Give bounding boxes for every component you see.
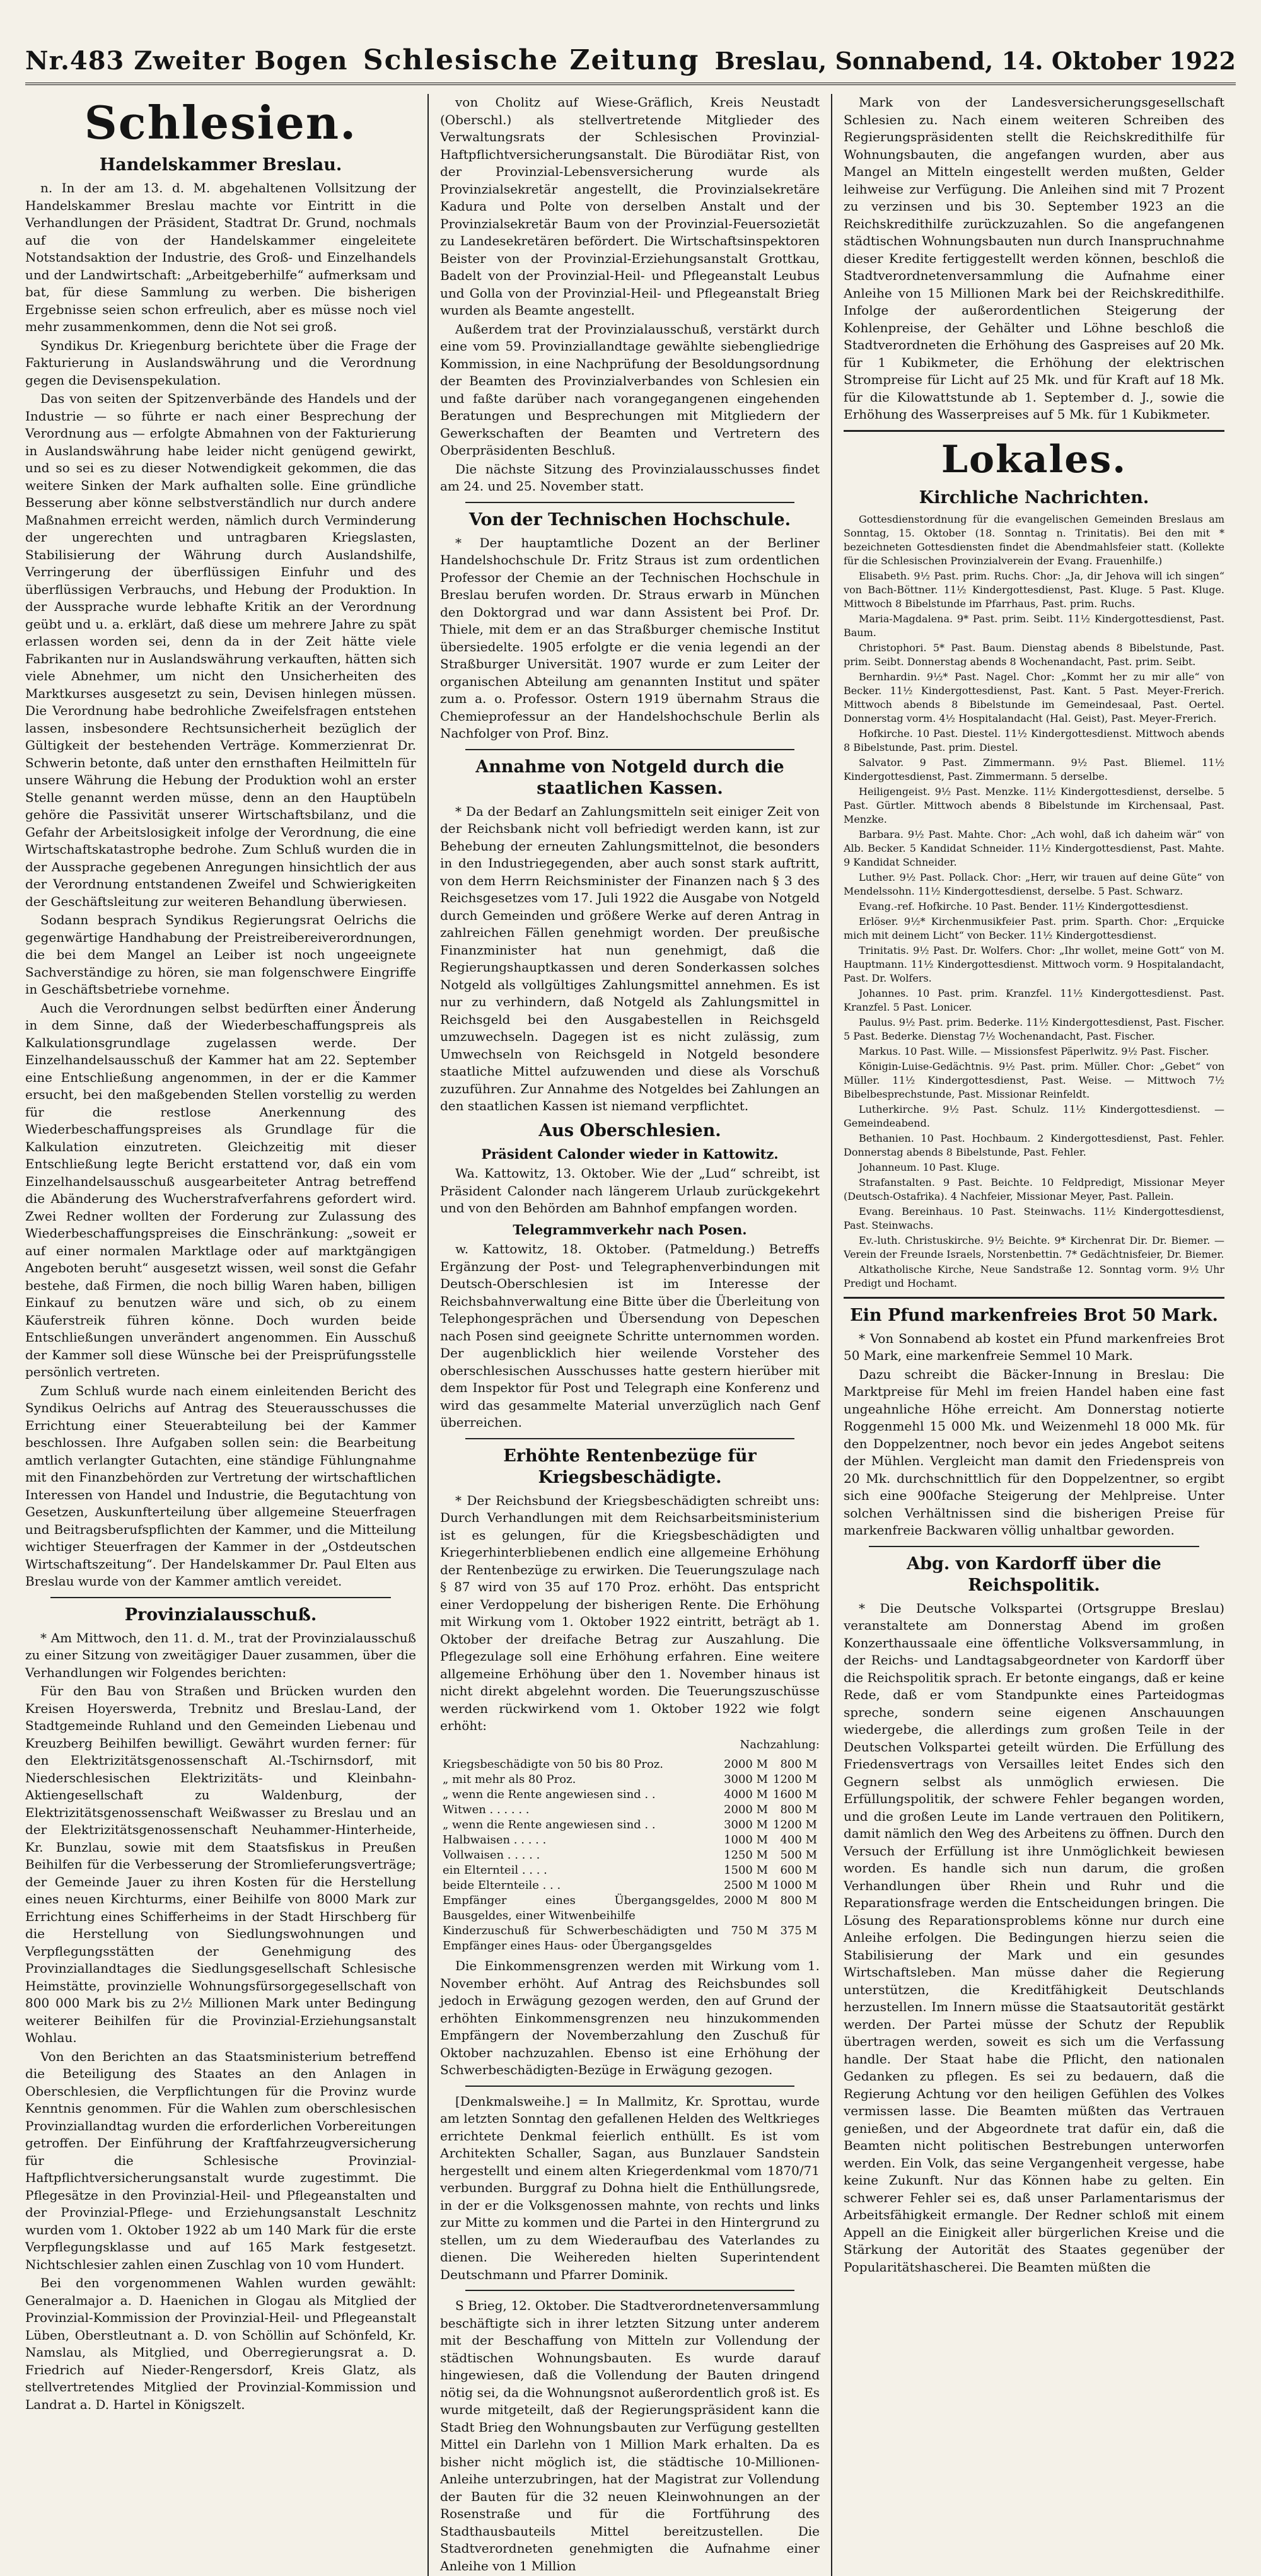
table-cell-amount: 1000 M	[773, 1879, 817, 1892]
heading-technische-hochschule: Von der Technischen Hochschule.	[468, 509, 791, 530]
kirche-entry: Hofkirche. 10 Past. Diestel. 11½ Kindergottesdienst. Mittwoch abends 8 Bibelstunde, Past. prim. Diestel.	[844, 727, 1224, 753]
kirche-entry: Königin-Luise-Gedächtnis. 9½ Past. prim. Müller. Chor: „Gebet“ von Müller. 11½ Kindergottesdienst, Past. Weise. — Mittwoch 7½ Bibelbesprechstunde, Past. Missionar Reinfeldt.	[844, 1060, 1224, 1100]
table-row	[440, 1893, 820, 1923]
table-cell-label: Halbwaisen . . . . .	[443, 1833, 547, 1847]
table-cell-amount: 375 M	[780, 1924, 817, 1937]
subheading-telegramm: Telegrammverkehr nach Posen.	[513, 1221, 747, 1238]
kirche-entry: Maria-Magdalena. 9* Past. prim. Seibt. 11½ Kindergottesdienst, Past. Baum.	[844, 612, 1224, 639]
divider	[465, 2290, 794, 2291]
table-cell-amount: 3000 M	[724, 1818, 769, 1831]
kirche-entry: Elisabeth. 9½ Past. prim. Ruchs. Chor: „Ja, dir Jehova will ich singen“ von Bach-Böttner. 11½ Kindergottesdienst, Past. Kluge. 5 Past. Kluge. Mittwoch 8 Bibelstunde im Pfarrhaus, Past. prim. Ruchs.	[844, 569, 1224, 610]
article-paragraph: Von den Berichten an das Staatsministerium betreffend die Beteiligung des Staates an den Anlagen in Oberschlesien, die Verpflichtungen für die Provinz wurde Kenntnis genommen. Für die Wahlen zum oberschlesischen Provinziallandtag wurden die erforderlichen Vorbereitungen getroffen. Der Einführung der Kraftfahrzeugversicherung für die Schlesische Provinzial-Haftpflichtversicherungsanstalt wurde zugestimmt. Die Pflegesätze in den Provinzial-Heil- und Pflegeanstalten und der Provinzial-Pflege- und Erziehungsanstalt Leschnitz wurden vom 1. Oktober 1922 ab um 140 Mark für die erste Verpflegungsklasse und auf 165 Mark festgesetzt. Nichtschlesier zahlen einen Zuschlag von 10 vom Hundert.	[25, 2048, 416, 2272]
kirche-entry: Ev.-luth. Christuskirche. 9½ Beichte. 9* Kirchenrat Dir. Dr. Biemer. — Verein der Freunde Israels, Norstenbettin. 7* Gedächtnisfeier, Dr. Biemer.	[844, 1234, 1224, 1260]
table-cell-label: „ wenn die Rente angewiesen sind . .	[443, 1818, 656, 1831]
kirche-list	[844, 569, 1224, 1291]
article-paragraph: Syndikus Dr. Kriegenburg berichtete über die Frage der Fakturierung in Auslandswährung und die Verordnung gegen die Devisenspekulation.	[25, 337, 416, 388]
kirche-entry: Evang.-ref. Hofkirche. 10 Past. Bender. 11½ Kindergottesdienst.	[859, 900, 1188, 912]
columns	[25, 94, 1236, 2573]
kirche-entry: Heiligengeist. 9½ Past. Menzke. 11½ Kindergottesdienst, derselbe. 5 Past. Gürtler. Mittwoch abends 8 Bibelstunde im Kirchensaal, Past. Menzke.	[844, 785, 1224, 825]
table-cell-amount: 800 M	[780, 1803, 817, 1816]
kirche-entry: Barbara. 9½ Past. Mahte. Chor: „Ach wohl, daß ich daheim wär“ von Alb. Becker. 5 Kandidat Schneider. 11½ Kindergottesdienst, Past. Mahte. 9 Kandidat Schneider.	[844, 828, 1224, 868]
table-cell-amount: 1200 M	[773, 1818, 817, 1831]
article-paragraph: Zum Schluß wurde nach einem einleitenden Bericht des Syndikus Oelrichs auf Antrag des Steuerausschusses die Errichtung einer Steuerabteilung bei der Kammer beschlossen. Ihre Aufgaben sollen sein: die Bearbeitung amtlich verlangter Gutachten, eine ständige Fühlungnahme mit den Finanzbehörden zur Vertretung der wirtschaftlichen Interessen von Handel und Industrie, die Begutachtung von Gesetzen, Auskunfterteilung über allgemeine Steuerfragen und Beitragsberufspflichten der Kammer, und die Mitteilung wichtiger Steuerfragen der Kammer in der „Ostdeutschen Wirtschaftszeitung“. Der Handelskammer Dr. Paul Elten aus Breslau wurde von der Kammer amtlich vereidet.	[25, 1383, 416, 1589]
renten-table	[440, 1757, 820, 1954]
article-paragraph: n. In der am 13. d. M. abgehaltenen Vollsitzung der Handelskammer Breslau machte vor Eintritt in die Verhandlungen der Präsident, Stadtrat Dr. Grund, nochmals auf die von der Handelskammer eingeleitete Notstandsaktion der Industrie, des Groß- und Einzelhandels und der Landwirtschaft: „Arbeitgeberhilfe“ aufmerksam und bat, für diese Sammlung zu werben. Die bisherigen Ergebnisse seien schon erfreulich, aber es müsse noch viel mehr zusammenkommen, denn die Not sei groß.	[25, 180, 416, 334]
section-title-schlesien: Schlesien.	[84, 96, 357, 149]
table-cell-amount: 1250 M	[724, 1848, 769, 1862]
article-paragraph: * Von Sonnabend ab kostet ein Pfund markenfreies Brot 50 Mark, eine markenfreie Semmel 10 Mark.	[844, 1330, 1224, 1363]
heading-brot: Ein Pfund markenfreies Brot 50 Mark.	[850, 1305, 1218, 1325]
section-title-lokales: Lokales.	[941, 437, 1127, 482]
article-paragraph: [Denkmalsweihe.] = In Mallmitz, Kr. Sprottau, wurde am letzten Sonntag den gefallenen Helden des Weltkrieges errichtete Denkmal feierlich enthüllt. Es ist vom Architekten Schaller, Sagan, aus Bunzlauer Sandstein hergestellt und einem alten Kriegerdenkmal vom 1870/71 verbunden. Burggraf zu Dohna hielt die Enthüllungsrede, in der er die Volksgenossen mahnte, von rechts und links zur Mitte zu kommen und die Partei in den Hintergrund zu stellen, um zu dem Wiederaufbau des Vaterlandes zu dienen. Die Weihereden hielten Superintendent Deutschmann und Pfarrer Dominik.	[440, 2093, 820, 2282]
table-cell-amount: 1200 M	[773, 1773, 817, 1786]
kirche-entry: Evang. Bereinhaus. 10 Past. Steinwachs. 11½ Kindergottesdienst, Past. Steinwachs.	[844, 1205, 1224, 1231]
newspaper-title: Schlesische Zeitung	[363, 44, 700, 76]
table-cell-amount: 2500 M	[724, 1879, 769, 1892]
table-cell-amount: 400 M	[780, 1833, 817, 1847]
article-paragraph: Die nächste Sitzung des Provinzialausschusses findet am 24. und 25. November statt.	[440, 461, 820, 494]
table-row	[440, 1878, 820, 1893]
subheading-calonder: Präsident Calonder wieder in Kattowitz.	[481, 1146, 779, 1162]
table-row	[440, 1818, 820, 1833]
table-cell-amount: 600 M	[780, 1864, 817, 1877]
article-paragraph: von Cholitz auf Wiese-Gräflich, Kreis Neustadt (Oberschl.) als stellvertretende Mitglieder des Verwaltungsrats der Schlesischen Provinzial-Haftpflichtversicherungsanstalt. Die Bürodiätar Rist, von der Provinzial-Lebensversicherung wurde als Provinzialsekretär angestellt, die Provinzialsekretäre Kadura und Polte von derselben Anstalt und der Provinzialsekretär Baum von der Provinzial-Feuersozietät zu Landesekretären befördert. Die Wirtschaftsinspektoren Beister von der Provinzial-Erziehungsanstalt Grottkau, Badelt von der Provinzial-Heil- und Pflegeanstalt Leubus und Golla von der Provinzial-Heil- und Pflegeanstalt Brieg wurden als Beamte angestellt.	[440, 95, 820, 318]
divider	[869, 1546, 1199, 1547]
table-cell-amount: 3000 M	[724, 1773, 769, 1786]
article-paragraph: Außerdem trat der Provinzialausschuß, verstärkt durch eine vom 59. Provinziallandtage gewählte siebengliedrige Kommission, in eine Nachprüfung der Besoldungsordnung der Beamten des Provinzialverbandes von Schlesien ein und faßte darüber nach vorangegangenen eingehenden Beratungen und Besprechungen mit Mitgliedern der Gewerkschaften der Beamten und Vertretern des Oberpräsidenten Beschluß.	[440, 321, 820, 458]
table-cell-label: Witwen . . . . . .	[443, 1803, 530, 1816]
heading-rentenbezuege: Erhöhte Rentenbezüge für Kriegsbeschädigte.	[503, 1446, 757, 1487]
divider	[465, 502, 794, 503]
table-cell-amount: 1000 M	[724, 1833, 769, 1847]
divider	[844, 1297, 1224, 1299]
table-row	[440, 1757, 820, 1772]
article-paragraph: Bei den vorgenommenen Wahlen wurden gewählt: Generalmajor a. D. Haenichen in Glogau als Mitglied der Provinzial-Kommission der Provinzial-Heil- und Pflegeanstalt Lüben, Oberstleutnant a. D. von Schöllin auf Schönfeld, Kr. Namslau, als Mitglied, und Oberregierungsrat a. D. Friedrich auf Nieder-Rengersdorf, Kreis Glatz, als stellvertretendes Mitglied der Provinzial-Kommission und Landrat a. D. Hartel in Königszelt.	[25, 2275, 416, 2412]
kirche-entry: Johanneum. 10 Past. Kluge.	[859, 1161, 1000, 1173]
kirche-entry: Strafanstalten. 9 Past. Beichte. 10 Feldpredigt, Missionar Meyer (Deutsch-Ostafrika). 4 Nachfeier, Missionar Meyer, Past. Pallein.	[844, 1176, 1224, 1202]
table-cell-amount: 2000 M	[724, 1894, 769, 1907]
column-1	[25, 94, 429, 2576]
table-cell-amount: 1500 M	[724, 1864, 769, 1877]
article-paragraph: Das von seiten der Spitzenverbände des Handels und der Industrie — so führte er nach einer Besprechung der Verordnung aus — erfolgte Abmahnen von der Fakturierung in Auslandswährung habe leider nicht genügend gewirkt, und so sei es zu dieser Notwendigkeit gekommen, die das weitere Sinken der Mark aufhalten solle. Eine gründliche Besserung aber könne selbstverständlich nur durch andere Maßnahmen erreicht werden, nämlich durch Verminderung der ungerechten und untragbaren Kriegslasten, Stabilisierung der Währung durch Auslandshilfe, Verringerung der überflüssigen Einfuhr und des überflüssigen Verbrauchs, und Hebung der Produktion. In der Aussprache wurde lebhafte Kritik an der Verordnung geübt und u. a. erklärt, daß diese um mehrere Jahre zu spät erlassen worden sei, denn da in der Zeit hätte viele Fabrikanten nur in Auslandswährung verkauften, hätten sich viele Abnehmer, um nicht den Unsicherheiten des Marktkurses ausgesetzt zu sein, Devisen hinlegen müssen. Die Verordnung habe bedrohliche Zweifelsfragen entstehen lassen, insbesondere Rechtsunsicherheit bezüglich der Gültigkeit der bestehenden Verträge. Kommerzienrat Dr. Schwerin betonte, daß unter den ernsthaften Heilmitteln für unsere Währung die Hebung der Produktion wohl an erster Stelle genannt werden müsse, denn an den Hauptübeln gehöre die Passivität unserer Wirtschaftsbilanz, und die Gefahr der Arbeitslosigkeit infolge der Verordnung, die eine Wirtschaftskatastrophe bedrohe. Zum Schluß wurden die in der Aussprache gegebenen Anregungen hinsichtlich der aus der Verordnung entstandenen Zweifel und Schwierigkeiten der Geschäftsleitung zur weiteren Behandlung überwiesen.	[25, 391, 416, 909]
article-paragraph: Sodann besprach Syndikus Regierungsrat Oelrichs die gegenwärtige Handhabung der Preistreibereiverordnungen, die bei dem Mangel an Leiber ist noch ungeeignete Sachverständige zu hören, sie man folgenschwere Eingriffe in Geschäftsbetriebe vornehme.	[25, 912, 416, 997]
dateline: Breslau, Sonnabend, 14. Oktober 1922	[714, 47, 1236, 75]
table-cell-label: Vollwaisen . . . . .	[443, 1848, 540, 1862]
kirche-entry: Christophori. 5* Past. Baum. Dienstag abends 8 Bibelstunde, Past. prim. Seibt. Donnerstag abends 8 Wochenandacht, Past. prim. Seibt.	[844, 641, 1224, 668]
table-row	[440, 1923, 820, 1954]
kirche-entry: Johannes. 10 Past. prim. Kranzfel. 11½ Kindergottesdienst. Past. Kranzfel. 5 Past. Lonicer.	[844, 987, 1224, 1013]
table-cell-amount: 750 M	[731, 1924, 769, 1937]
article-paragraph: S Brieg, 12. Oktober. Die Stadtverordnetenversammlung beschäftigte sich in ihrer letzten Sitzung unter anderem mit der Beschaffung von Mitteln zur Vollendung der städtischen Wohnungsbauten. Es wurde darauf hingewiesen, daß die Vollendung der Bauten dringend nötig sei, da die Wohnungsnot außerordentlich groß ist. Es wurde mitgeteilt, daß der Regierungspräsident kann die Stadt Brieg den Wohnungsbauten zur Verfügung gestellten Mittel ein Darlehn von 1 Million Mark erhalten. Da es bisher nicht möglich ist, die städtische 10-Millionen-Anleihe unterzubringen, hat der Magistrat zur Vollendung der Bauten für die 32 neuen Kleinwohnungen an der Rosenstraße und für die Fortführung des Stadthausbauteils Mittel bereitzustellen. Die Stadtverordneten genehmigten die Aufnahme einer Anleihe von 1 Million	[440, 2298, 820, 2573]
article-paragraph: Wa. Kattowitz, 13. Oktober. Wie der „Lud“ schreibt, ist Präsident Calonder nach längerem Urlaub zurückgekehrt und von den Behörden am Bahnhof empfangen worden.	[440, 1166, 820, 1215]
kirche-entry: Trinitatis. 9½ Past. Dr. Wolfers. Chor: „Ihr wollet, meine Gott“ von M. Hauptmann. 11½ Kindergottesdienst. Mittwoch vorm. 9 Hospitalandacht, Past. Dr. Wolfers.	[844, 944, 1224, 984]
divider	[465, 1438, 794, 1439]
table-row	[440, 1848, 820, 1863]
table-row	[440, 1787, 820, 1802]
kirche-entry: Altkatholische Kirche, Neue Sandstraße 12. Sonntag vorm. 9½ Uhr Predigt und Hochamt.	[844, 1263, 1224, 1289]
article-paragraph: w. Kattowitz, 18. Oktober. (Patmeldung.) Betreffs Ergänzung der Post- und Telegraphenverbindungen mit Deutsch-Oberschlesien ist im Interesse der Reichsbahnverwaltung eine Bitte über die Überleitung von Telephongesprächen und Übersendung von Depeschen nach Posen sind geeignete Schritte unternommen worden. Der augenblicklich hier weilende Vorsteher des oberschlesischen Ausschusses hatte gestern hierüber mit dem Inspektor für Post und Telegraph eine Konferenz und wird das gesammelte Material unverzüglich nach Genf überreichen.	[440, 1241, 820, 1430]
table-cell-label: ein Elternteil . . . .	[443, 1864, 547, 1877]
divider	[465, 2086, 794, 2087]
table-row	[440, 1772, 820, 1787]
table-cell-label: „ mit mehr als 80 Proz.	[443, 1773, 576, 1786]
kirche-entry: Salvator. 9 Past. Zimmermann. 9½ Past. Bliemel. 11½ Kindergottesdienst, Past. Zimmermann. 5 derselbe.	[844, 756, 1224, 782]
table-cell-label: Kriegsbeschädigte von 50 bis 80 Proz.	[443, 1758, 664, 1771]
kirche-entry: Bethanien. 10 Past. Hochbaum. 2 Kindergottesdienst, Past. Fehler. Donnerstag abends 8 Bibelstunde, Past. Fehler.	[844, 1132, 1224, 1158]
column-3	[832, 94, 1236, 2576]
heading-handelskammer: Handelskammer Breslau.	[99, 155, 342, 175]
column-2	[429, 94, 832, 2576]
kirche-entry: Lutherkirche. 9½ Past. Schulz. 11½ Kindergottesdienst. — Gemeindeabend.	[844, 1103, 1224, 1129]
article-paragraph: Für den Bau von Straßen und Brücken wurden den Kreisen Hoyerswerda, Trebnitz und Breslau-Land, der Stadtgemeinde Ruhland und den Gemeinden Liebenau und Kreuzberg Beihilfen bewilligt. Gewährt wurden ferner: für den Elektrizitätsgenossenschaft Al.-Tschirnsdorf, mit Niederschlesischen Elektrizitäts- und Kleinbahn-Aktiengesellschaft zu Waldenburg, der Elektrizitätsgenossenschaft Weißwasser zu Breslau und an der Elektrizitätsgenossenschaft Neuhammer-Hinterheide, Kr. Bunzlau, sowie mit dem Staatsfiskus in Preußen Beihilfen für die Verbesserung der Stromlieferungsverträge; der Gemeinde Jauer zu ihren Kosten für die Herstellung eines neuen Kirchturms, einer Beihilfe von 8000 Mark zur Errichtung eines Schifferheims in der Stadt Hirschberg für die Herstellung von Siedlungswohnungen und Verpflegungsstätten der Genehmigung des Provinziallandtages die Siedlungsgesellschaft Schlesische Heimstätte, provinzielle Wohnungsfürsorgegesellschaft von 800 000 Mark bis zu 2½ Millionen Mark unter Bedingung weiterer Beihilfen für die Provinzial-Erziehungsanstalt Wohlau.	[25, 1683, 416, 2045]
table-row	[440, 1833, 820, 1848]
article-paragraph: Dazu schreibt die Bäcker-Innung in Breslau: Die Marktpreise für Mehl im freien Handel haben eine fast ungeahnliche Höhe erreicht. Am Donnerstag notierte Roggenmehl 15 000 Mk. und Weizenmehl 18 000 Mk. für den Doppelzentner, noch bevor ein jedes Angebot seitens der Mühlen. Vergleicht man damit den Friedenspreis von 20 Mk. durchschnittlich für den Doppelzentner, so ergibt sich eine 900fache Steigerung der Mehlpreise. Unter solchen Verhältnissen sind die bisherigen Preise für markenfreie Backwaren völlig unhaltbar geworden.	[844, 1366, 1224, 1538]
article-paragraph: * Am Mittwoch, den 11. d. M., trat der Provinzialausschuß zu einer Sitzung von zweitägiger Dauer zusammen, über die Verhandlungen wir Folgendes berichten:	[25, 1630, 416, 1680]
table-header: Nachzahlung:	[740, 1738, 820, 1751]
table-cell-amount: 800 M	[780, 1894, 817, 1907]
article-paragraph: * Die Deutsche Volkspartei (Ortsgruppe Breslau) veranstaltete am Donnerstag Abend im großen Konzerthaussaale eine öffentliche Volksversammlung, in der Reichs- und Landtagsabgeordneter von Kardorff über die Reichspolitik sprach. Er betonte eingangs, daß er keine Rede, daß er vom Standpunkte eines Parteidogmas spreche, sondern seine eigenen Anschauungen wiedergebe, die allerdings zum großen Teile in der Deutschen Volkspartei geteilt würden. Die Erfüllung des Friedensvertrags von Versailles leitet Endes sich den Gegnern selbst als unmöglich erwiesen. Die Erfüllungspolitik, der schwere Fehler begangen worden, und die großen Leute im Lande vertrauen den Politikern, damit nämlich den Weg des Arbeitens zu öffnen. Durch den Versuch der Erfüllung ist ihre Unmöglichkeit bewiesen worden. Es handle sich nun darum, die großen Verhandlungen über Rhein und Ruhr und die Reparationsfrage werden die Entscheidungen bringen. Die Lösung des Reparationsproblems könne nur durch eine Anleihe erfolgen. Die Bedingungen hierzu seien die Stabilisierung der Mark und ein gesundes Wirtschaftsleben. Man müsse daher die Regierung unterstützen, die Kreditfähigkeit Deutschlands herzustellen. Im Innern müsse die Staatsautorität gestärkt werden. Der Partei müsse der Schutz der Republik übertragen werden, soweit es sich um die Verfassung handle. Der Staat habe die Pflicht, den nationalen Gedanken zu pflegen. Es sei zu bedauern, daß die Regierung Achtung vor den heiligen Gefühlen des Volkes vermissen lasse. Die Beamten müßten das Vertrauen genießen, und der Abgeordnete trat dafür ein, daß die Beamten nicht politischen Bestrebungen unterworfen werden. Ein Volk, das seine Vergangenheit vergesse, habe keine Zukunft. Nur das Können habe zu gelten. Ein schwerer Fehler sei es, daß unser Parlamentarismus der Arbeitsfähigkeit ermangle. Der Redner schloß mit einem Appell an die Einigkeit aller bürgerlichen Kreise und die Stärkung der Autorität des Staates gegenüber der Popularitätshascherei. Die Beamten müßten die	[844, 1600, 1224, 2275]
table-cell-amount: 800 M	[780, 1758, 817, 1771]
kirche-entry: Markus. 10 Past. Wille. — Missionsfest Päperlwitz. 9½ Past. Fischer.	[859, 1045, 1209, 1057]
table-cell-amount: 1600 M	[773, 1788, 817, 1801]
article-paragraph: * Da der Bedarf an Zahlungsmitteln seit einiger Zeit von der Reichsbank nicht voll befriedigt werden kann, ist zur Behebung der erneuten Zahlungsmittelnot, die besonders in den Industriegegenden, aber auch sonst stark auftritt, von dem Herrn Reichsminister der Finanzen nach § 3 des Reichsgesetzes vom 17. Juli 1922 die Ausgabe von Notgeld durch Gemeinden und größere Werke auf deren Antrag in zahlreichen Fällen genehmigt worden. Der preußische Finanzminister hat nun genehmigt, daß die Regierungshauptkassen und deren Sonderkassen solches Notgeld als vollgültiges Zahlungsmittel annehmen. Es ist nur zu verhindern, daß Notgeld als Zahlungsmittel in Reichsgeld bei den Ausgabestellen in Reichsgeld umzuwechseln. Dagegen ist es nicht zulässig, zum Umwechseln von Reichsgeld in Notgeld besondere staatliche Mittel aufzuwenden und diese als Vorschuß zuzuführen. Zur Annahme des Notgeldes bei Zahlungen an den staatlichen Kassen ist niemand verpflichtet.	[440, 803, 820, 1113]
table-row	[440, 1802, 820, 1818]
article-paragraph: Die Einkommensgrenzen werden mit Wirkung vom 1. November erhöht. Auf Antrag des Reichsbundes soll jedoch in Erwägung gezogen werden, den auf Grund der erhöhten Einkommensgrenzen neu hinzukommenden Empfängern der Novemberzahlung den Zuschuß für Oktober nachzuzahlen. Ebenso ist eine Erhöhung der Schwerbeschädigten-Bezüge in Erwägung gezogen.	[440, 1958, 820, 2077]
heading-notgeld: Annahme von Notgeld durch die staatlichen Kassen.	[475, 757, 784, 798]
article-paragraph: Auch die Verordnungen selbst bedürften einer Änderung in dem Sinne, daß der Wiederbeschaffungspreis als Kalkulationsgrundlage zugelassen werde. Der Einzelhandelsausschuß der Kammer hat am 22. September eine Entschließung angenommen, in der er die Kammer ersucht, bei den maßgebenden Stellen vorstellig zu werden für die restlose Anerkennung des Wiederbeschaffungspreises als Grundlage für die Kalkulation einzutreten. Gleichzeitig mit dieser Entschließung legte Bericht erstattend vor, daß ein vom Einzelhandelsausschuß ausgearbeiteter Antrag betreffend die Abänderung des Wucherstrafverfahrens gefordert wird. Zwei Redner wollten der Forderung zur Zulassung des Wiederbeschaffungspreises die Einschränkung: „soweit er auf einer normalen Marktlage oder auf marktgängigen Angeboten beruht“ ausgesetzt wissen, weil sonst die Gefahr bestehe, daß Firmen, die noch billig Waren haben, billigen Einkauf zu benutzen wäre und sich, ob zu einem Käuferstreik führen könne. Doch wurden beide Entschließungen unverändert angenommen. Ein Ausschuß der Kammer soll diese Wünsche bei der Preisprüfungsstelle persönlich vertreten.	[25, 1000, 416, 1379]
table-cell-label: Empfänger eines Übergangsgeldes, Bausgeldes, einer Witwenbeihilfe	[443, 1894, 719, 1922]
kirche-intro: Gottesdienstordnung für die evangelischen Gemeinden Breslaus am Sonntag, 15. Oktober (18. Sonntag n. Trinitatis). Bei den mit * bezeichneten Gottesdiensten findet die Abendmahlsfeier statt. (Kollekte für die Schlesischen Provinzialverein der Evang. Frauenhilfe.)	[844, 513, 1224, 567]
heading-oberschlesien: Aus Oberschlesien.	[538, 1120, 721, 1140]
kirche-entry: Erlöser. 9½* Kirchenmusikfeier Past. prim. Sparth. Chor: „Erquicke mich mit deinem Licht“ von Becker. 11½ Kindergottesdienst.	[844, 915, 1224, 941]
table-cell-amount: 500 M	[780, 1848, 817, 1862]
article-paragraph: * Der hauptamtliche Dozent an der Berliner Handelshochschule Dr. Fritz Straus ist zum ordentlichen Professor der Chemie an der Technischen Hochschule in Breslau berufen worden. Dr. Straus erwarb in München den Doktorgrad und war dann Assistent bei Prof. Dr. Thiele, mit dem er an das Straßburger chemische Institut übersiedelte. 1905 erfolgte er die venia legendi an der Straßburger Universität. 1907 wurde er zum Leiter der organischen Abteilung am genannten Institut und später zum a. o. Professor. Ostern 1919 übernahm Straus die Chemieprofessur an der Handelshochschule Berlin als Nachfolger von Prof. Binz.	[440, 535, 820, 741]
heading-kirchliche-nachrichten: Kirchliche Nachrichten.	[919, 487, 1149, 508]
table-cell-amount: 2000 M	[724, 1758, 769, 1771]
table-cell-label: Kinderzuschuß für Schwerbeschädigten und Empfänger eines Haus- oder Übergangsgeldes	[443, 1924, 719, 1952]
table-cell-amount: 4000 M	[724, 1788, 769, 1801]
heading-kardorff: Abg. von Kardorff über die Reichspolitik.	[907, 1553, 1161, 1595]
table-cell-amount: 2000 M	[724, 1803, 769, 1816]
article-paragraph: Mark von der Landesversicherungsgesellschaft Schlesien zu. Nach einem weiteren Schreiben des Regierungspräsidenten stellt die Reichskredithilfe für Wohnungsbauten, die angefangen wurden, aber aus Mangel an Mitteln eingestellt werden mußten, Gelder leihweise zur Verfügung. Die Anleihen sind mit 7 Prozent zu verzinsen und bis 30. September 1923 an die Reichskredithilfe zurückzuzahlen. So die angefangenen städtischen Wohnungsbauten nun durch Inanspruchnahme dieser Kredite fertiggestellt werden können, beschloß die Stadtverordnetenversammlung die Aufnahme einer Anleihe von 15 Millionen Mark bei der Reichskredithilfe. Infolge der außerordentlichen Steigerung der Kohlenpreise, der Gehälter und Löhne beschloß die Stadtverordneten die Erhöhung des Gaspreises auf 20 Mk. für 1 Kubikmeter, die Erhöhung der elektrischen Strompreise für Licht auf 25 Mk. und für Kraft auf 18 Mk. für die Kilowattstunde ab 1. September d. J., sowie die Erhöhung des Wasserpreises auf 5 Mk. für 1 Kubikmeter.	[844, 95, 1224, 422]
divider	[50, 1597, 391, 1598]
table-row	[440, 1863, 820, 1878]
kirche-entry: Paulus. 9½ Past. prim. Bederke. 11½ Kindergottesdienst, Past. Fischer. 5 Past. Bederke. Dienstag 7½ Wochenandacht, Past. Fischer.	[844, 1016, 1224, 1042]
heading-provinzialausschuss: Provinzialausschuß.	[124, 1604, 317, 1625]
issue-number: Nr.483 Zweiter Bogen	[25, 46, 348, 76]
masthead	[25, 44, 1236, 85]
divider	[465, 749, 794, 750]
kirche-entry: Luther. 9½ Past. Pollack. Chor: „Herr, wir trauen auf deine Güte“ von Mendelssohn. 11½ Kindergottesdienst, derselbe. 5 Past. Schwarz.	[844, 871, 1224, 897]
kirche-entry: Bernhardin. 9½* Past. Nagel. Chor: „Kommt her zu mir alle“ von Becker. 11½ Kindergottesdienst, Past. Kant. 5 Past. Meyer-Frerich. Mittwoch abends 8 Bibelstunde im Gemeindesaal, Past. Oertel. Donnerstag vorm. 4½ Hospitalandacht (Hal. Geist), Past. Meyer-Frerich.	[844, 670, 1224, 724]
brieg-continuation	[844, 94, 1224, 432]
table-cell-label: „ wenn die Rente angewiesen sind . .	[443, 1788, 656, 1801]
article-paragraph: * Der Reichsbund der Kriegsbeschädigten schreibt uns: Durch Verhandlungen mit dem Reichsarbeitsministerium ist es gelungen, für die Kriegsbeschädigten und Kriegerhinterbliebenen endlich eine allgemeine Erhöhung der Rentenbezüge zu erwirken. Die Teuerungszulage nach § 87 wird von 35 auf 170 Proz. erhöht. Das entspricht einer Verdoppelung der bisherigen Rente. Die Erhöhung mit Wirkung vom 1. Oktober 1922 eintritt, beträgt ab 1. Oktober der dreifache Betrag zur Auszahlung. Die Pflegezulage soll eine Erhöhung erfahren. Eine weitere allgemeine Erhöhung über den 1. November hinaus ist nicht direkt abgelehnt worden. Die Teuerungszuschüsse werden rückwirkend vom 1. Oktober 1922 wie folgt erhöht:	[440, 1492, 820, 1733]
table-cell-label: beide Elternteile . . .	[443, 1879, 561, 1892]
